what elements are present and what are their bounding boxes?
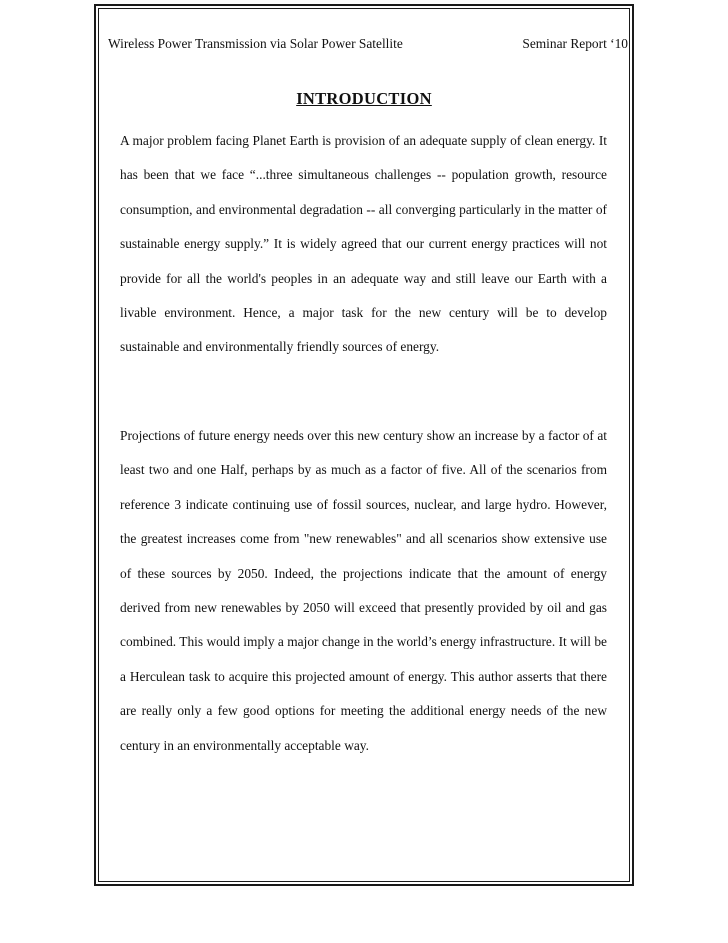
paragraph-1: A major problem facing Planet Earth is provision of an adequate supply of clean energy. It has been that we face “...three simultaneous challenges -- population growth, resource consumption, and environmental degradation -- all converging particularly in the matter of sustainable energy supply.” It is widely agreed that our current energy practices will not provide for all the world's peoples in an adequate way and still leave our Earth with a livable environment. Hence, a major task for the new century will be to develop sustainable and environmentally friendly sources of energy. xyxy=(120,133,607,355)
paragraph-2: Projections of future energy needs over this new century show an increase by a factor of at least two and one Half, perhaps by as much as a factor of five. All of the scenarios from reference 3 indicate continuing use of fossil sources, nuclear, and large hydro. However, the greatest increases come from "new renewables" and all scenarios show extensive use of these sources by 2050. Indeed, the projections indicate that the amount of energy derived from new renewables by 2050 will exceed that presently provided by oil and gas combined. This would imply a major change in the world’s energy infrastructure. It will be a Herculean task to acquire this projected amount of energy. This author asserts that there are really only a few good options for meeting the additional energy needs of the new century in an environmentally acceptable way. xyxy=(120,428,607,753)
header-report-label: Seminar Report ‘10 xyxy=(522,36,628,51)
header-document-title: Wireless Power Transmission via Solar Power Satellite xyxy=(108,36,403,51)
section-title: INTRODUCTION xyxy=(296,89,432,108)
